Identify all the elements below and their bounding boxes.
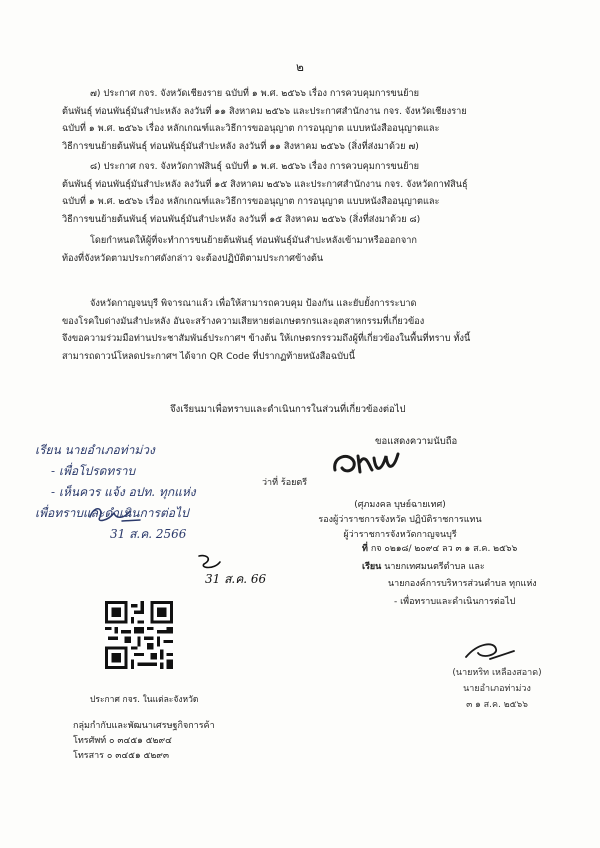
stamp-purpose: - เพื่อทราบและดำเนินการต่อไป (394, 596, 516, 607)
paragraph-item-8 (62, 158, 552, 228)
signature-block-district (412, 665, 582, 713)
department-name: กลุ่มกำกับและพัฒนาเศรษฐกิจการค้า (73, 721, 215, 731)
signatory-title: รองผู้ว่าราชการจังหวัด ปฏิบัติราชการแทน (318, 515, 482, 525)
stamp-to-row (362, 559, 592, 577)
stamp-ref-value: กจ ๐๒๑๘/ ๒๐๙๔ ลว ๓ ๑ ส.ค. ๒๕๖๖ (370, 544, 518, 554)
department-fax: โทรสาร ๐ ๓๔๕๑ ๕๒๙๓ (73, 751, 170, 761)
handwritten-line: - เพื่อโปรดทราบ (51, 464, 136, 478)
department-phone: โทรศัพท์ ๐ ๓๔๕๑ ๕๒๙๔ (73, 736, 172, 746)
qr-code-image[interactable] (105, 601, 173, 669)
acting-rank: ว่าที่ ร้อยตรี (262, 478, 308, 488)
signatory2-title: นายอำเภอท่าม่วง (463, 684, 531, 694)
stamp-ref-label: ที่ (362, 544, 368, 554)
signature-block (300, 498, 500, 543)
paragraph-line: วิธีการขนย้ายต้นพันธุ์ ท่อนพันธุ์มันสำปะหลัง ลงวันที่ ๑๑ สิงหาคม ๒๕๖๖ (สิ่งที่ส่งมาด้วย ๗) (62, 140, 419, 152)
paragraph-line: ฉบับที่ ๑ พ.ศ. ๒๕๖๖ เรื่อง หลักเกณฑ์และวิธีการขออนุญาต การอนุญาต แบบหนังสืออนุญาตและ (62, 196, 440, 207)
paragraph-item-7 (62, 85, 552, 155)
received-initials (196, 552, 226, 572)
qr-caption: ประกาศ กจร. ในแต่ละจังหวัด (90, 695, 199, 705)
paragraph-line: ฉบับที่ ๑ พ.ศ. ๒๕๖๖ เรื่อง หลักเกณฑ์และวิธีการขออนุญาต การอนุญาต แบบหนังสืออนุญาตและ (62, 123, 440, 134)
paragraph-line: วิธีการขนย้ายต้นพันธุ์ ท่อนพันธุ์มันสำปะหลัง ลงวันที่ ๑๕ สิงหาคม ๒๕๖๖ (สิ่งที่ส่งมาด้วย ๘) (62, 213, 421, 225)
paragraph-line: จังหวัดกาญจนบุรี พิจารณาแล้ว เพื่อให้สามารถควบคุม ป้องกัน และยับยั้งการระบาด (90, 298, 417, 309)
paragraph-line: จึงขอความร่วมมือท่านประชาสัมพันธ์ประกาศฯ ข้างต้น ให้เกษตรกรรวมถึงผู้ที่เกี่ยวข้องในพื้นที่ทราบ ทั้งนี้ (62, 333, 471, 344)
paragraph-requirement (62, 232, 552, 267)
handwritten-line: เรียน นายอำเภอท่าม่วง (35, 443, 155, 457)
paragraph-line: ๘) ประกาศ กจร. จังหวัดกาฬสินธุ์ ฉบับที่ ๑ พ.ศ. ๒๕๖๖ เรื่อง การควบคุมการขนย้าย (90, 161, 419, 172)
paragraph-line: ท้องที่จังหวัดตามประกาศดังกล่าว จะต้องปฏิบัติตามประกาศข้างต้น (62, 252, 324, 264)
handwritten-date: 31 ส.ค. 2566 (110, 527, 187, 541)
stamp-ref-row (362, 541, 592, 559)
received-date: 31 ส.ค. 66 (205, 572, 267, 586)
signature-image (460, 637, 520, 665)
regards-line: ขอแสดงความนับถือ (375, 436, 458, 447)
paragraph-line: สามารถดาวน์โหลดประกาศฯ ได้จาก QR Code ที่ปรากฏท้ายหนังสือฉบับนี้ (62, 350, 356, 362)
handwritten-line: - เห็นควร แจ้ง อปท. ทุกแห่ง (51, 485, 196, 499)
stamp-to-line: นายกเทศมนตรีตำบล และ (384, 561, 485, 572)
stamp-to-label: เรียน (362, 561, 382, 572)
signatory-name: (ศุภมงคล บุษย์ฉายเทศ) (354, 500, 446, 510)
department-block (73, 719, 215, 764)
stamp-to-line: นายกองค์การบริหารส่วนตำบล ทุกแห่ง (388, 579, 537, 589)
paragraph-line: ต้นพันธุ์ ท่อนพันธุ์มันสำปะหลัง ลงวันที่ ๑๑ สิงหาคม ๒๕๖๖ และประกาศสำนักงาน กจร. จังหวัดเชียงราย (62, 105, 467, 117)
signatory2-name: (นายหริท เหลืองสอาด) (452, 668, 542, 678)
handwritten-line: เพื่อทราบและดำเนินการต่อไป (35, 506, 189, 520)
paragraph-line: ต้นพันธุ์ ท่อนพันธุ์มันสำปะหลัง ลงวันที่ ๑๕ สิงหาคม ๒๕๖๖ และประกาศสำนักงาน กจร. จังหวัดกาฬสินธุ์ (62, 178, 468, 190)
paragraph-line: ของโรคใบด่างมันสำปะหลัง อันจะสร้างความเสียหายต่อเกษตรกรและอุตสาหกรรมที่เกี่ยวข้อง (62, 315, 425, 327)
signatory2-date: ๓ ๑ ส.ค. ๒๕๖๖ (466, 700, 528, 710)
paragraph-line: ๗) ประกาศ กจร. จังหวัดเชียงราย ฉบับที่ ๑ พ.ศ. ๒๕๖๖ เรื่อง การควบคุมการขนย้าย (90, 88, 420, 99)
paragraph-request (62, 295, 552, 365)
page-number: ๒ (296, 60, 304, 74)
signature-image (330, 448, 420, 478)
paragraph-line: โดยกำหนดให้ผู้ที่จะทำการขนย้ายต้นพันธุ์ ท่อนพันธุ์มันสำปะหลังเข้ามาหรือออกจาก (90, 235, 417, 246)
signatory-title: ผู้ว่าราชการจังหวัดกาญจนบุรี (343, 530, 457, 540)
closing-line: จึงเรียนมาเพื่อทราบและดำเนินการในส่วนที่เกี่ยวข้องต่อไป (170, 404, 406, 415)
handwritten-signature (86, 503, 146, 525)
forwarding-stamp (362, 541, 592, 611)
